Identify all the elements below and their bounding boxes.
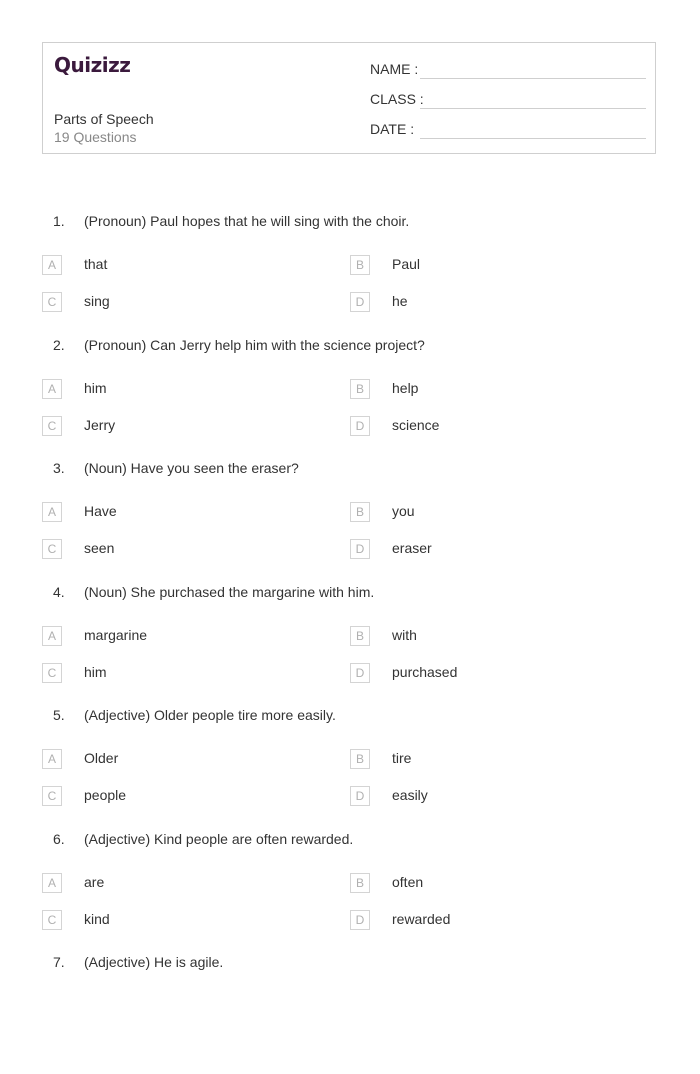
question-number: 4. [53,584,65,600]
question-item [0,337,700,457]
option-text: Jerry [84,417,116,433]
class-line [420,108,646,109]
option-text: science [392,417,440,433]
option-text: margarine [84,627,148,643]
option-letter: C [42,416,62,436]
option-letter: B [350,379,370,399]
option-text: Paul [392,256,421,272]
option-text: kind [84,911,110,927]
option-text: purchased [392,664,458,680]
question-text: (Adjective) Older people tire more easily. [84,707,336,723]
option-text: Older [84,750,119,766]
option-text: you [392,503,415,519]
question-item [0,707,700,827]
option-text: him [84,380,107,396]
question-number: 1. [53,213,65,229]
option-text: are [84,874,105,890]
date-line [420,138,646,139]
option-letter: D [350,416,370,436]
question-text: (Pronoun) Paul hopes that he will sing with the choir. [84,213,410,229]
option-letter: A [42,379,62,399]
class-label: CLASS : [370,91,424,107]
option-text: easily [392,787,428,803]
option-letter: B [350,626,370,646]
option-text: with [392,627,417,643]
name-line [420,78,646,79]
option-letter: D [350,786,370,806]
name-label: NAME : [370,61,419,77]
option-text: Have [84,503,117,519]
question-text: (Adjective) Kind people are often rewarded. [84,831,354,847]
option-letter: C [42,292,62,312]
question-number: 7. [53,954,65,970]
option-text: he [392,293,408,309]
option-text: help [392,380,419,396]
option-letter: D [350,292,370,312]
option-letter: B [350,873,370,893]
option-letter: A [42,255,62,275]
quizizz-logo: Quizizz [54,53,131,77]
option-letter: D [350,539,370,559]
option-text: people [84,787,127,803]
question-text: (Noun) Have you seen the eraser? [84,460,299,476]
question-count: 19 Questions [54,129,137,145]
option-letter: B [350,502,370,522]
option-text: eraser [392,540,432,556]
option-letter: C [42,663,62,683]
option-letter: D [350,910,370,930]
option-text: that [84,256,108,272]
question-number: 5. [53,707,65,723]
question-item [0,954,700,1074]
worksheet-title: Parts of Speech [54,111,154,127]
option-letter: C [42,786,62,806]
question-item [0,213,700,333]
date-label: DATE : [370,121,415,137]
name-field[interactable] [370,57,646,79]
option-text: sing [84,293,110,309]
question-number: 3. [53,460,65,476]
option-letter: A [42,873,62,893]
question-item [0,831,700,951]
question-number: 6. [53,831,65,847]
option-letter: D [350,663,370,683]
question-text: (Noun) She purchased the margarine with him. [84,584,375,600]
option-letter: C [42,539,62,559]
date-field[interactable] [370,117,646,139]
option-text: seen [84,540,115,556]
question-text: (Adjective) He is agile. [84,954,224,970]
option-text: him [84,664,107,680]
option-letter: A [42,749,62,769]
option-letter: A [42,502,62,522]
option-letter: B [350,255,370,275]
question-item [0,460,700,580]
option-letter: B [350,749,370,769]
option-text: often [392,874,424,890]
class-field[interactable] [370,87,646,109]
option-text: tire [392,750,412,766]
question-item [0,584,700,704]
worksheet-header [42,42,656,154]
option-letter: A [42,626,62,646]
question-number: 2. [53,337,65,353]
option-text: rewarded [392,911,451,927]
option-letter: C [42,910,62,930]
question-text: (Pronoun) Can Jerry help him with the science project? [84,337,425,353]
